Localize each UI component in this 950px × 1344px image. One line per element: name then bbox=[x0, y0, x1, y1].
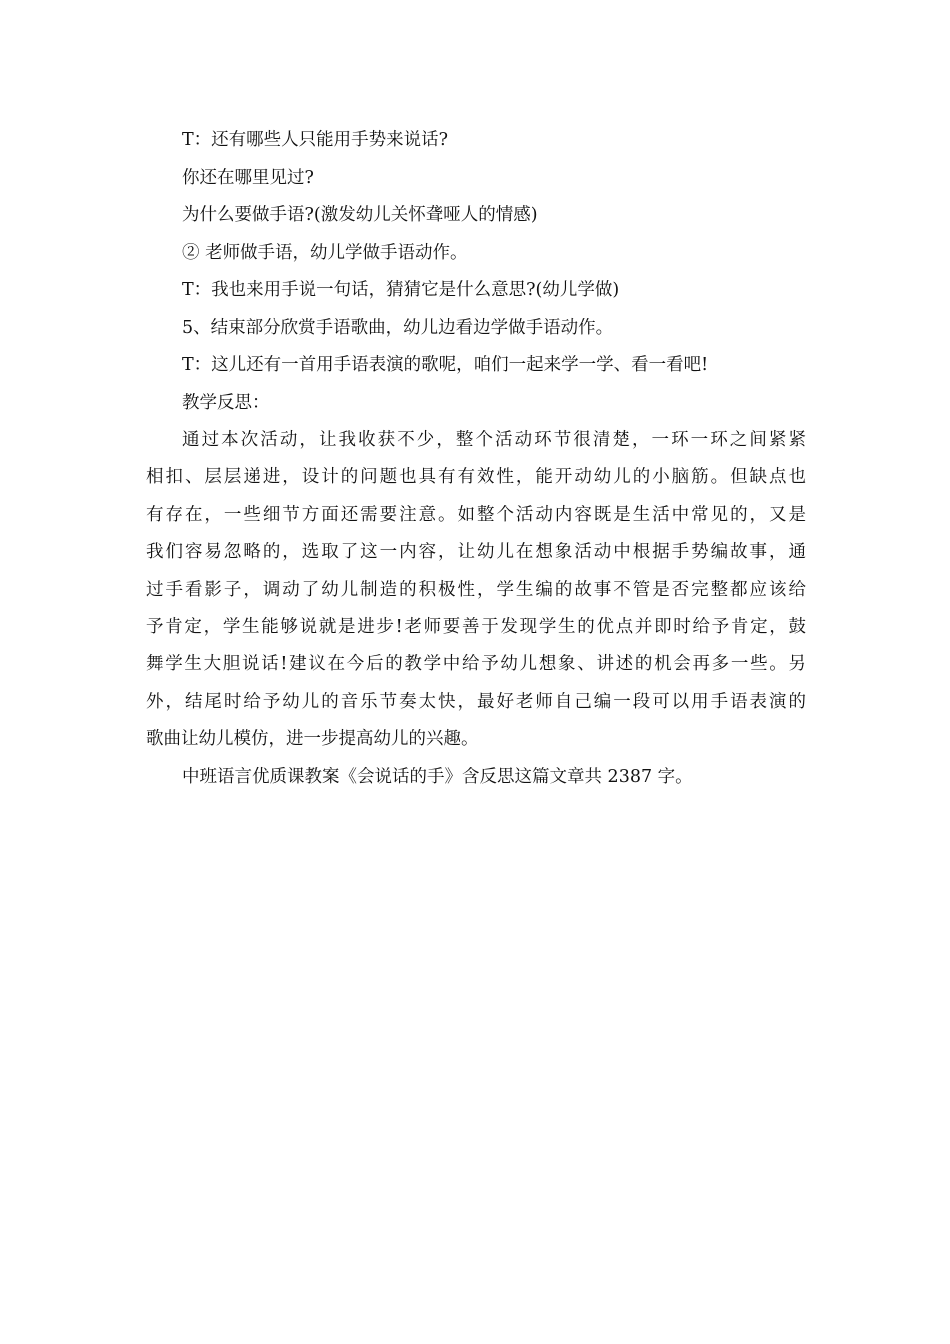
text-line: T：这儿还有一首用手语表演的歌呢，咱们一起来学一学、看一看吧! bbox=[182, 355, 709, 375]
document-body bbox=[146, 122, 806, 796]
text-line: ② 老师做手语，幼儿学做手语动作。 bbox=[182, 242, 468, 263]
paragraph-line: 舞学生大胆说话!建议在今后的教学中给予幼儿想象、讲述的机会再多一些。另 bbox=[146, 654, 806, 675]
reflection-paragraph bbox=[146, 422, 806, 759]
paragraph-line: 予肯定，学生能够说就是进步!老师要善于发现学生的优点并即时给予肯定，鼓 bbox=[146, 617, 806, 638]
closing-note: 中班语言优质课教案《会说话的手》含反思这篇文章共 2387 字。 bbox=[182, 766, 693, 787]
text-line: 你还在哪里见过? bbox=[182, 167, 314, 188]
paragraph-line: 歌曲让幼儿模仿，进一步提高幼儿的兴趣。 bbox=[146, 729, 479, 750]
text-line: 为什么要做手语?(激发幼儿关怀聋哑人的情感) bbox=[182, 205, 538, 225]
text-line: T：我也来用手说一句话，猜猜它是什么意思?(幼儿学做) bbox=[182, 280, 620, 300]
paragraph-line: 通过本次活动，让我收获不少，整个活动环节很清楚，一环一环之间紧紧 bbox=[182, 430, 806, 450]
text-line: 5、结束部分欣赏手语歌曲，幼儿边看边学做手语动作。 bbox=[182, 317, 614, 338]
paragraph-line: 外，结尾时给予幼儿的音乐节奏太快，最好老师自己编一段可以用手语表演的 bbox=[146, 691, 806, 712]
paragraph-line: 我们容易忽略的，选取了这一内容，让幼儿在想象活动中根据手势编故事，通 bbox=[146, 542, 806, 563]
section-heading: 教学反思： bbox=[182, 392, 270, 413]
paragraph-line: 有存在，一些细节方面还需要注意。如整个活动内容既是生活中常见的，又是 bbox=[146, 504, 806, 525]
paragraph-line: 过手看影子，调动了幼儿制造的积极性，学生编的故事不管是否完整都应该给 bbox=[146, 579, 806, 600]
paragraph-line: 相扣、层层递进，设计的问题也具有有效性，能开动幼儿的小脑筋。但缺点也 bbox=[146, 467, 806, 488]
text-line: T：还有哪些人只能用手势来说话? bbox=[182, 130, 449, 150]
